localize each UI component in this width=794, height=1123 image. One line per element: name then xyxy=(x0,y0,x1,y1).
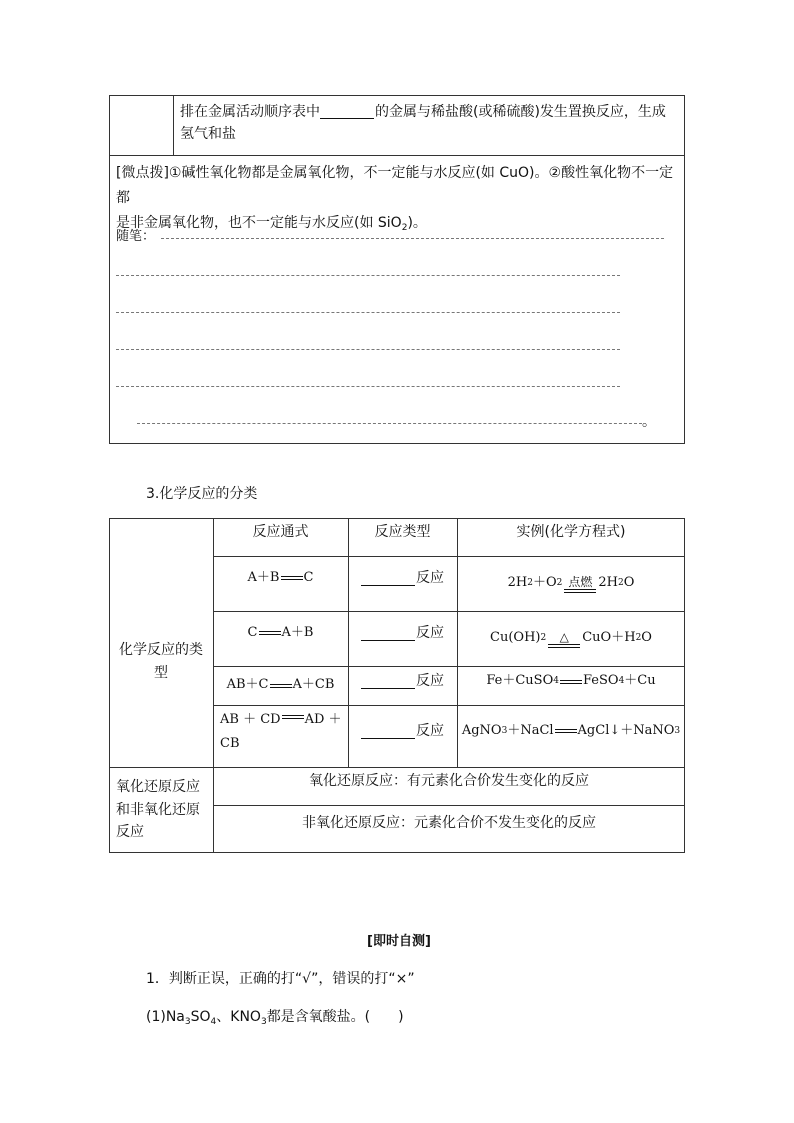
quiz-question-1: 1．判断正误，正确的打“√”，错误的打“×” xyxy=(146,971,415,987)
example-decomposition: Cu(OH) 2 △ CuO＋H 2 O xyxy=(457,611,685,666)
example-double-decomposition: AgNO 3 ＋NaCl AgCl↓＋NaNO 3 xyxy=(461,722,681,738)
example-replacement: Fe＋CuSO 4 FeSO 4 ＋Cu xyxy=(486,673,656,689)
top-box-divider-h xyxy=(109,155,685,156)
formula-double-decomposition: AB ＋ CD AD ＋ CB xyxy=(220,712,342,751)
notes-line-3[interactable] xyxy=(116,312,620,313)
section-title: 3.化学反应的分类 xyxy=(146,486,258,502)
fill-blank[interactable] xyxy=(361,571,415,586)
notes-line-5[interactable] xyxy=(116,386,620,387)
quiz-heading: [即时自测] xyxy=(367,934,431,949)
top-box-divider-v xyxy=(173,95,174,155)
notes-line-4[interactable] xyxy=(116,349,620,350)
quiz-question-1-1: $(1)Na_3SO_4$、$KNO_3$都是含氧酸盐。( ) xyxy=(146,1009,404,1027)
formula-combination: A＋B C xyxy=(247,569,314,585)
notes-line-1[interactable] xyxy=(161,238,664,239)
notes-line-6[interactable] xyxy=(137,423,642,424)
fill-blank[interactable] xyxy=(361,674,415,689)
metal-rule-text: 排在金属活动顺序表中 的金属与稀盐酸(或稀硫酸)发生置换反应，生成氢气和盐 xyxy=(180,104,666,142)
fill-blank[interactable] xyxy=(361,626,415,641)
header-type: 反应类型 xyxy=(374,523,431,540)
notes-label: 随笔： xyxy=(116,229,156,244)
type-combination[interactable]: 反应 xyxy=(348,556,457,600)
header-example: 实例(化学方程式) xyxy=(516,523,626,540)
example-combination: 2H 2 ＋O 2 点燃 2H 2 O xyxy=(457,556,685,611)
fill-blank[interactable] xyxy=(320,104,374,119)
left-label-reaction-type: 化学反应的类型 xyxy=(119,642,203,681)
fill-blank[interactable] xyxy=(361,724,415,739)
notes-end: 。 xyxy=(642,414,656,430)
formula-replacement: AB＋C A＋CB xyxy=(226,677,335,693)
notes-line-2[interactable] xyxy=(116,275,620,276)
type-decomposition[interactable]: 反应 xyxy=(348,611,457,655)
top-box xyxy=(109,95,685,444)
type-replacement[interactable]: 反应 xyxy=(348,666,457,697)
tip-line-1: [微点拨]①碱性氧化物都是金属氧化物，不一定能与水反应(如 CuO)。②酸性氧化物不一定都 xyxy=(116,165,674,206)
tip-text xyxy=(116,161,682,241)
redox-definition: 氧化还原反应：有元素化合价发生变化的反应 xyxy=(309,772,589,789)
tip-line-2: 是非金属氧化物，也不一定能与水反应(如 SiO$_2$)。 xyxy=(116,215,427,233)
formula-decomposition: C A＋B xyxy=(247,624,314,640)
left-label-redox: 氧化还原反应和非氧化还原反应 xyxy=(116,779,200,841)
header-formula: 反应通式 xyxy=(252,523,309,540)
type-double-decomposition[interactable]: 反应 xyxy=(348,705,457,757)
nonredox-definition: 非氧化还原反应：元素化合价不发生变化的反应 xyxy=(302,814,596,831)
